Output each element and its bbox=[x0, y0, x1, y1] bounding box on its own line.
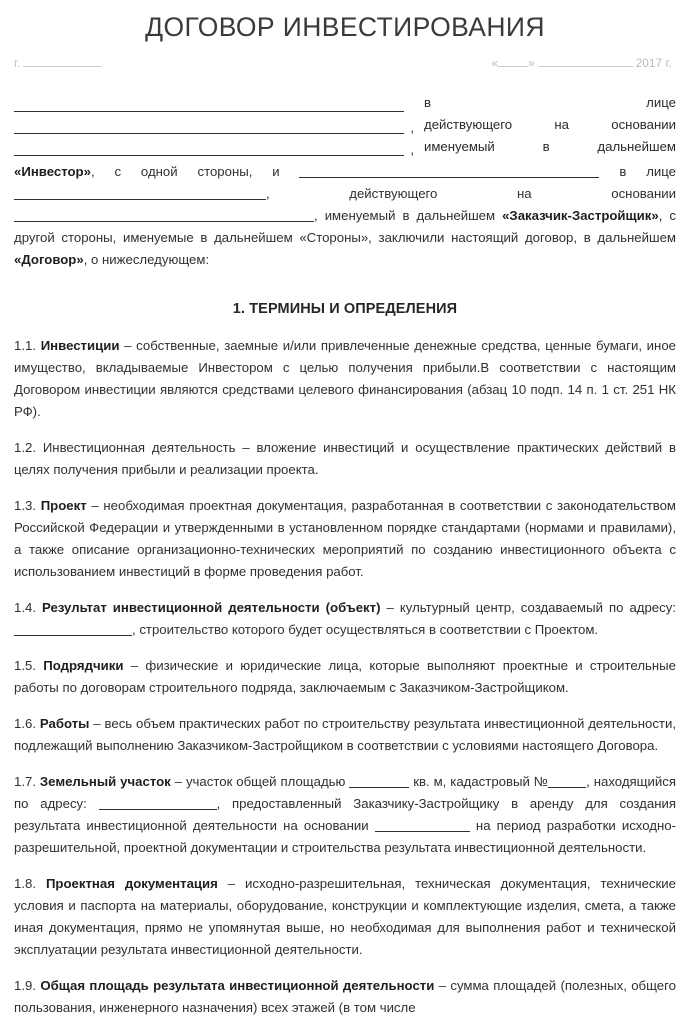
clause-number: 1.2. bbox=[14, 440, 36, 456]
clause-1-5 bbox=[14, 655, 676, 699]
clause-seg-1: – участок общей площадью bbox=[170, 774, 350, 790]
clause-number: 1.5. bbox=[14, 658, 36, 674]
cadastral-number-blank[interactable] bbox=[548, 775, 586, 788]
land-area-blank[interactable] bbox=[349, 775, 409, 788]
lease-basis-blank[interactable] bbox=[375, 819, 470, 832]
clause-seg-4: , предоставленный Заказчику-Застройщику в аренду для создания результата инвестиционной деятельности на основании bbox=[14, 796, 676, 834]
preamble-v-suffix: в bbox=[599, 164, 627, 180]
clause-1-4 bbox=[14, 597, 676, 641]
comma: , bbox=[410, 142, 414, 158]
clause-term: Проект bbox=[40, 498, 87, 514]
clause-term: Общая площадь результата инвестиционной деятельности bbox=[40, 978, 435, 994]
preamble-tail-1: , с другой стороны, именуемые в дальнейшем «Стороны», заключили настоящий договор, в дальнейшем bbox=[14, 208, 677, 246]
section-heading-terms: 1. ТЕРМИНЫ И ОПРЕДЕЛЕНИЯ bbox=[232, 301, 458, 318]
preamble-right-text bbox=[414, 92, 676, 161]
clause-body: Инвестиционная деятельность – вложение инвестиций и осуществление практических действий в целях получения прибыли и реализации проекта. bbox=[14, 440, 676, 478]
date-field bbox=[492, 56, 676, 70]
clause-body: – физические и юридические лица, которые выполняют проектные и строительные работы по договорам строительного подряда, заключаемым с Заказчиком-Застройщиком. bbox=[14, 658, 676, 696]
object-address-blank[interactable] bbox=[14, 623, 132, 636]
city-blank[interactable] bbox=[23, 56, 101, 67]
clause-number: 1.9. bbox=[14, 978, 36, 994]
preamble-paragraph bbox=[14, 161, 676, 271]
comma: , bbox=[410, 120, 414, 136]
clause-number: 1.8. bbox=[14, 876, 36, 892]
preamble-after-investor: , с одной стороны, и bbox=[90, 164, 300, 180]
party-blank-line-3[interactable] bbox=[14, 139, 414, 161]
contract-label: «Договор» bbox=[14, 252, 84, 268]
customer-label-part1: «Заказчик- bbox=[502, 208, 572, 224]
preamble-blank-lines bbox=[14, 92, 414, 161]
clause-body-after-blank: , строительство которого будет осуществляться в соответствии с Проектом. bbox=[132, 622, 599, 638]
city-field bbox=[14, 56, 101, 70]
clause-term: Подрядчики bbox=[43, 658, 124, 674]
party-blank-line-1[interactable] bbox=[14, 95, 414, 117]
clause-1-1 bbox=[14, 335, 676, 423]
second-party-blank[interactable] bbox=[299, 165, 599, 178]
date-open-quote: « bbox=[491, 58, 499, 71]
clause-number: 1.7. bbox=[14, 774, 36, 790]
clause-seg-3: , находящийся по адресу: bbox=[14, 774, 676, 812]
clause-term: Проектная документация bbox=[45, 876, 218, 892]
party-blank-line-2[interactable] bbox=[14, 117, 414, 139]
clause-body: – необходимая проектная документация, разработанная в соответствии с законодательством Российской Федерации и утвержденными в установленном порядке стандартами (нормами и правилами), а также описание организационно-технических мероприятий по созданию инвестиционного объекта с использованием инвестиций в форме проведения работ. bbox=[14, 498, 676, 580]
month-blank[interactable] bbox=[539, 56, 633, 67]
customer-label-part2: Застройщик» bbox=[571, 208, 659, 224]
clause-number: 1.3. bbox=[14, 498, 36, 514]
clause-body: – исходно-разрешительная, техническая документация, технические условия и паспорта на материалы, оборудование, конструкции и комплектующие изделия, смета, а также иная документация, прямо не упомянутая выше, но необходимая для выполнения работ и технической эксплуатации результата инвестиционной деятельности. bbox=[14, 876, 676, 958]
clause-number: 1.4. bbox=[14, 600, 36, 616]
clause-1-3 bbox=[14, 495, 676, 583]
clause-term: Земельный участок bbox=[39, 774, 171, 790]
rule bbox=[14, 155, 404, 156]
clause-seg-2: кв. м, кадастровый № bbox=[409, 774, 549, 790]
day-blank[interactable] bbox=[498, 56, 528, 67]
date-close-quote: » bbox=[528, 58, 535, 71]
preamble-named-hereinafter: , именуемый в дальнейшем bbox=[314, 208, 503, 224]
page-title: ДОГОВОР ИНВЕСТИРОВАНИЯ bbox=[145, 12, 545, 42]
clause-number: 1.1. bbox=[14, 338, 36, 354]
clause-1-8 bbox=[14, 873, 676, 961]
clause-body-before-blank: – культурный центр, создаваемый по адресу: bbox=[380, 600, 676, 616]
preamble-acting-basis: , действующего на основании bbox=[266, 186, 676, 202]
clause-term: Результат инвестиционной деятельности (объект) bbox=[42, 600, 381, 616]
clause-term: Работы bbox=[39, 716, 90, 732]
preamble-tail-2: , о нижеследующем: bbox=[83, 252, 210, 268]
clause-1-6 bbox=[14, 713, 676, 757]
year-label: 2017 г. bbox=[635, 58, 672, 71]
clause-body: – собственные, заемные и/или привлеченные денежные средства, ценные бумаги, иное имущество, вкладываемые Инвестором с целью получения прибыли.В соответствии с настоящим Договором инвестиции являются средствами целевого финансирования (абзац 10 подп. 14 п. 1 ст. 251 НК РФ). bbox=[14, 338, 676, 420]
clause-1-2 bbox=[14, 437, 676, 481]
clause-number: 1.6. bbox=[14, 716, 36, 732]
preamble-lice-word: лице bbox=[646, 164, 676, 180]
clause-body: – весь объем практических работ по строительству результата инвестиционной деятельности, подлежащий выполнению Заказчиком-Застройщиком в соответствии с условиями настоящего Договора. bbox=[14, 716, 676, 754]
clause-term: Инвестиции bbox=[40, 338, 120, 354]
city-date-row bbox=[14, 56, 676, 70]
rule bbox=[14, 133, 404, 134]
second-party-basis-blank[interactable] bbox=[14, 209, 314, 222]
clause-1-9 bbox=[14, 975, 676, 1019]
preamble-right-line-1: в лице bbox=[424, 95, 676, 111]
second-party-rep-blank[interactable] bbox=[14, 187, 266, 200]
land-address-blank[interactable] bbox=[99, 797, 217, 810]
preamble-right-line-3: именуемый в дальнейшем bbox=[424, 139, 676, 155]
city-prefix-label: г. bbox=[14, 58, 21, 71]
preamble-right-line-2: действующего на основании bbox=[424, 117, 676, 133]
clause-seg-5: на период разработки исходно-разрешительной, проектной документации и строительства результата инвестиционной деятельности. bbox=[14, 818, 677, 856]
investor-label: «Инвестор» bbox=[14, 164, 91, 180]
preamble-ruled-block bbox=[14, 92, 676, 161]
clause-1-7 bbox=[14, 771, 676, 859]
clause-body: – сумма площадей (полезных, общего пользования, инженерного назначения) всех этажей (в том числе bbox=[14, 978, 676, 1016]
rule bbox=[14, 111, 404, 112]
